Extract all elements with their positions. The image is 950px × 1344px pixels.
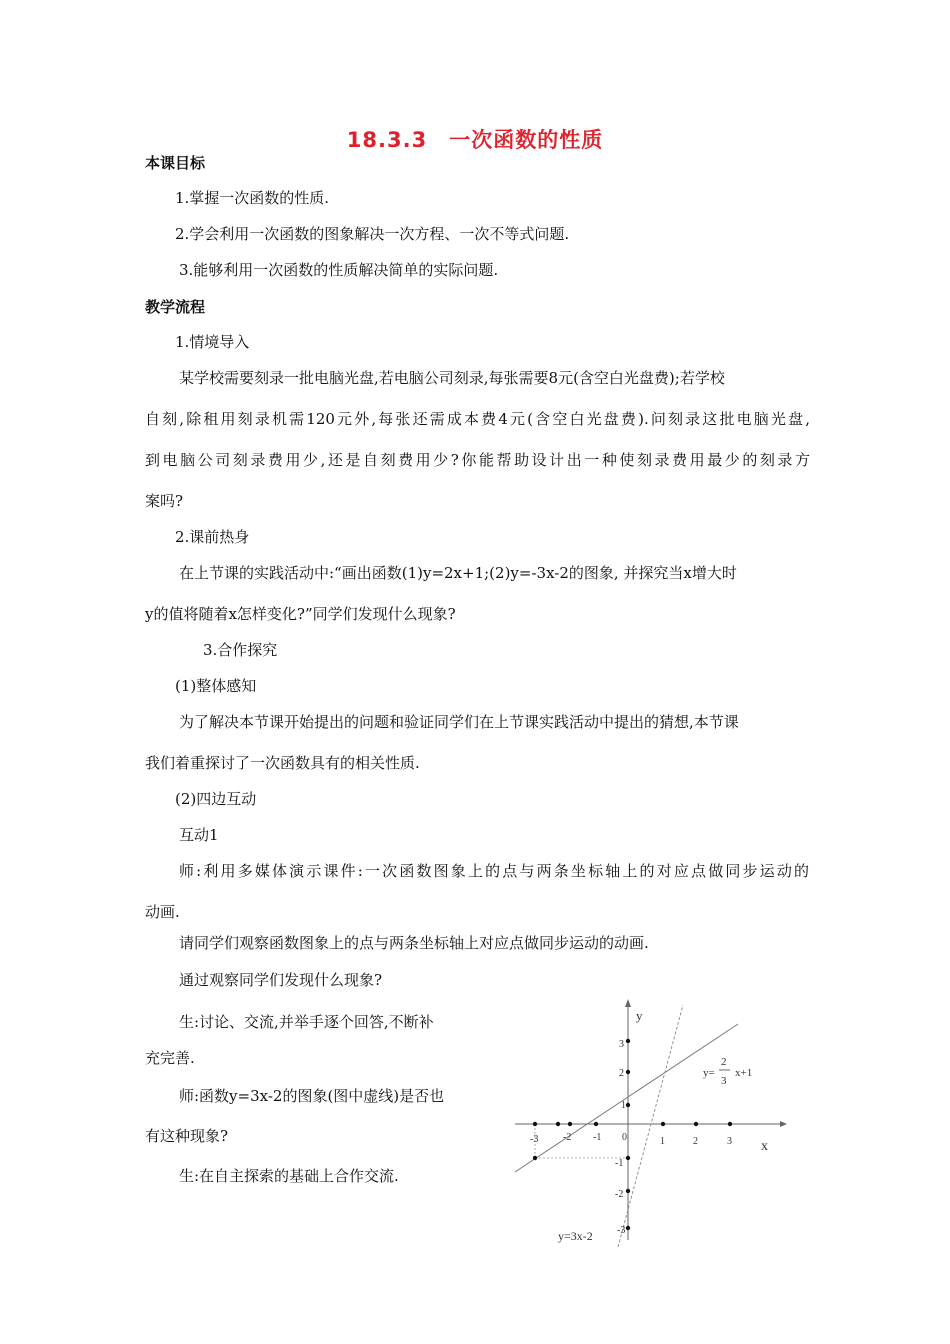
perception-line-1: 为了解决本节课开始提出的问题和验证同学们在上节课实践活动中提出的猜想,本节课 bbox=[179, 713, 739, 731]
y-axis-point bbox=[626, 1156, 630, 1160]
x-tick-label: 3 bbox=[727, 1136, 732, 1147]
warmup-line-1: 在上节课的实践活动中:“画出函数(1)y=2x+1;(2)y=-3x-2的图象, 并探究当x增大时 bbox=[179, 564, 737, 582]
document-title: 18.3.3 一次函数的性质 bbox=[346, 128, 604, 152]
y-tick-label: 2 bbox=[619, 1068, 624, 1079]
scenario-line-1: 某学校需要刻录一批电脑光盘,若电脑公司刻录,每张需要8元(含空白光盘费);若学校 bbox=[179, 369, 725, 387]
x-axis-point bbox=[568, 1122, 572, 1126]
goal-item-2: 2.学会利用一次函数的图象解决一次方程、一次不等式问题. bbox=[175, 225, 570, 243]
solid-line-label-numerator: 2 bbox=[721, 1056, 727, 1068]
perception-line-2: 我们着重探讨了一次函数具有的相关性质. bbox=[145, 754, 420, 772]
interaction-line-1: 师:利用多媒体演示课件:一次函数图象上的点与两条坐标轴上的对应点做同步运动的 bbox=[179, 862, 809, 880]
interaction-line-9: 生:在自主探索的基础上合作交流. bbox=[179, 1167, 399, 1185]
y-axis-point bbox=[626, 1070, 630, 1074]
section-1-title: 1.情境导入 bbox=[175, 333, 250, 351]
solid-line-label-denominator: 3 bbox=[721, 1075, 727, 1087]
line-two-thirds-x-plus-1 bbox=[515, 1024, 738, 1172]
y-tick-label: 1 bbox=[621, 1100, 626, 1111]
warmup-line-2: y的值将随着x怎样变化?”同学们发现什么现象? bbox=[145, 605, 456, 623]
y-axis-label: y bbox=[636, 1008, 643, 1023]
interaction-line-7: 师:函数y=3x-2的图象(图中虚线)是否也 bbox=[179, 1087, 445, 1105]
interaction-line-2: 动画. bbox=[145, 903, 180, 921]
solid-line-label-prefix: y= bbox=[703, 1067, 715, 1079]
scenario-line-4: 案吗? bbox=[145, 492, 184, 510]
line-point bbox=[533, 1156, 537, 1160]
interaction-line-6: 充完善. bbox=[145, 1049, 195, 1067]
x-tick-label: -1 bbox=[593, 1132, 602, 1143]
y-axis-point bbox=[626, 1189, 630, 1193]
function-graph bbox=[505, 995, 795, 1250]
scenario-line-3: 到电脑公司刻录费用少,还是自刻费用少?你能帮助设计出一种使刻录费用最少的刻录方 bbox=[145, 451, 810, 469]
x-axis-arrow-icon bbox=[780, 1121, 787, 1127]
part-2-title: (2)四边互动 bbox=[175, 790, 257, 808]
x-tick-label: 2 bbox=[693, 1136, 698, 1147]
scenario-line-2: 自刻,除租用刻录机需120元外,每张还需成本费4元(含空白光盘费).问刻录这批电脑光盘, bbox=[145, 410, 810, 428]
interaction-line-4: 通过观察同学们发现什么现象? bbox=[179, 971, 383, 989]
y-axis-arrow-icon bbox=[625, 999, 631, 1007]
x-axis-point bbox=[728, 1122, 732, 1126]
solid-line-label-suffix: x+1 bbox=[735, 1067, 753, 1079]
x-axis-point bbox=[594, 1122, 598, 1126]
section-2-title: 2.课前热身 bbox=[175, 528, 250, 546]
y-axis-point bbox=[626, 1039, 630, 1043]
x-tick-label: -2 bbox=[563, 1132, 572, 1143]
x-axis-point bbox=[533, 1122, 537, 1126]
y-tick-label: -2 bbox=[615, 1189, 624, 1200]
part-1-title: (1)整体感知 bbox=[175, 677, 257, 695]
y-tick-label: 3 bbox=[619, 1039, 624, 1050]
y-tick-label: -1 bbox=[615, 1158, 624, 1169]
interaction-line-8: 有这种现象? bbox=[145, 1127, 229, 1145]
y-axis-point bbox=[626, 1103, 630, 1107]
x-axis-point bbox=[556, 1122, 560, 1126]
y-axis-point bbox=[626, 1226, 630, 1230]
x-tick-label: 1 bbox=[660, 1136, 665, 1147]
goals-heading: 本课目标 bbox=[145, 154, 206, 172]
y-tick-label: -3 bbox=[617, 1225, 626, 1236]
goal-item-3: 3.能够利用一次函数的性质解决简单的实际问题. bbox=[179, 261, 499, 279]
interaction-1-title: 互动1 bbox=[179, 826, 219, 844]
interaction-line-3: 请同学们观察函数图象上的点与两条坐标轴上对应点做同步运动的动画. bbox=[179, 934, 649, 952]
process-heading: 教学流程 bbox=[145, 298, 206, 316]
x-axis-point bbox=[694, 1122, 698, 1126]
x-tick-label: -3 bbox=[530, 1134, 539, 1145]
interaction-line-5: 生:讨论、交流,并举手逐个回答,不断补 bbox=[179, 1013, 434, 1031]
x-axis-label: x bbox=[761, 1139, 768, 1154]
x-axis-point bbox=[661, 1122, 665, 1126]
section-3-title: 3.合作探究 bbox=[203, 641, 278, 659]
origin-label: 0 bbox=[622, 1132, 627, 1143]
dashed-line-label: y=3x-2 bbox=[558, 1229, 593, 1243]
goal-item-1: 1.掌握一次函数的性质. bbox=[175, 189, 330, 207]
